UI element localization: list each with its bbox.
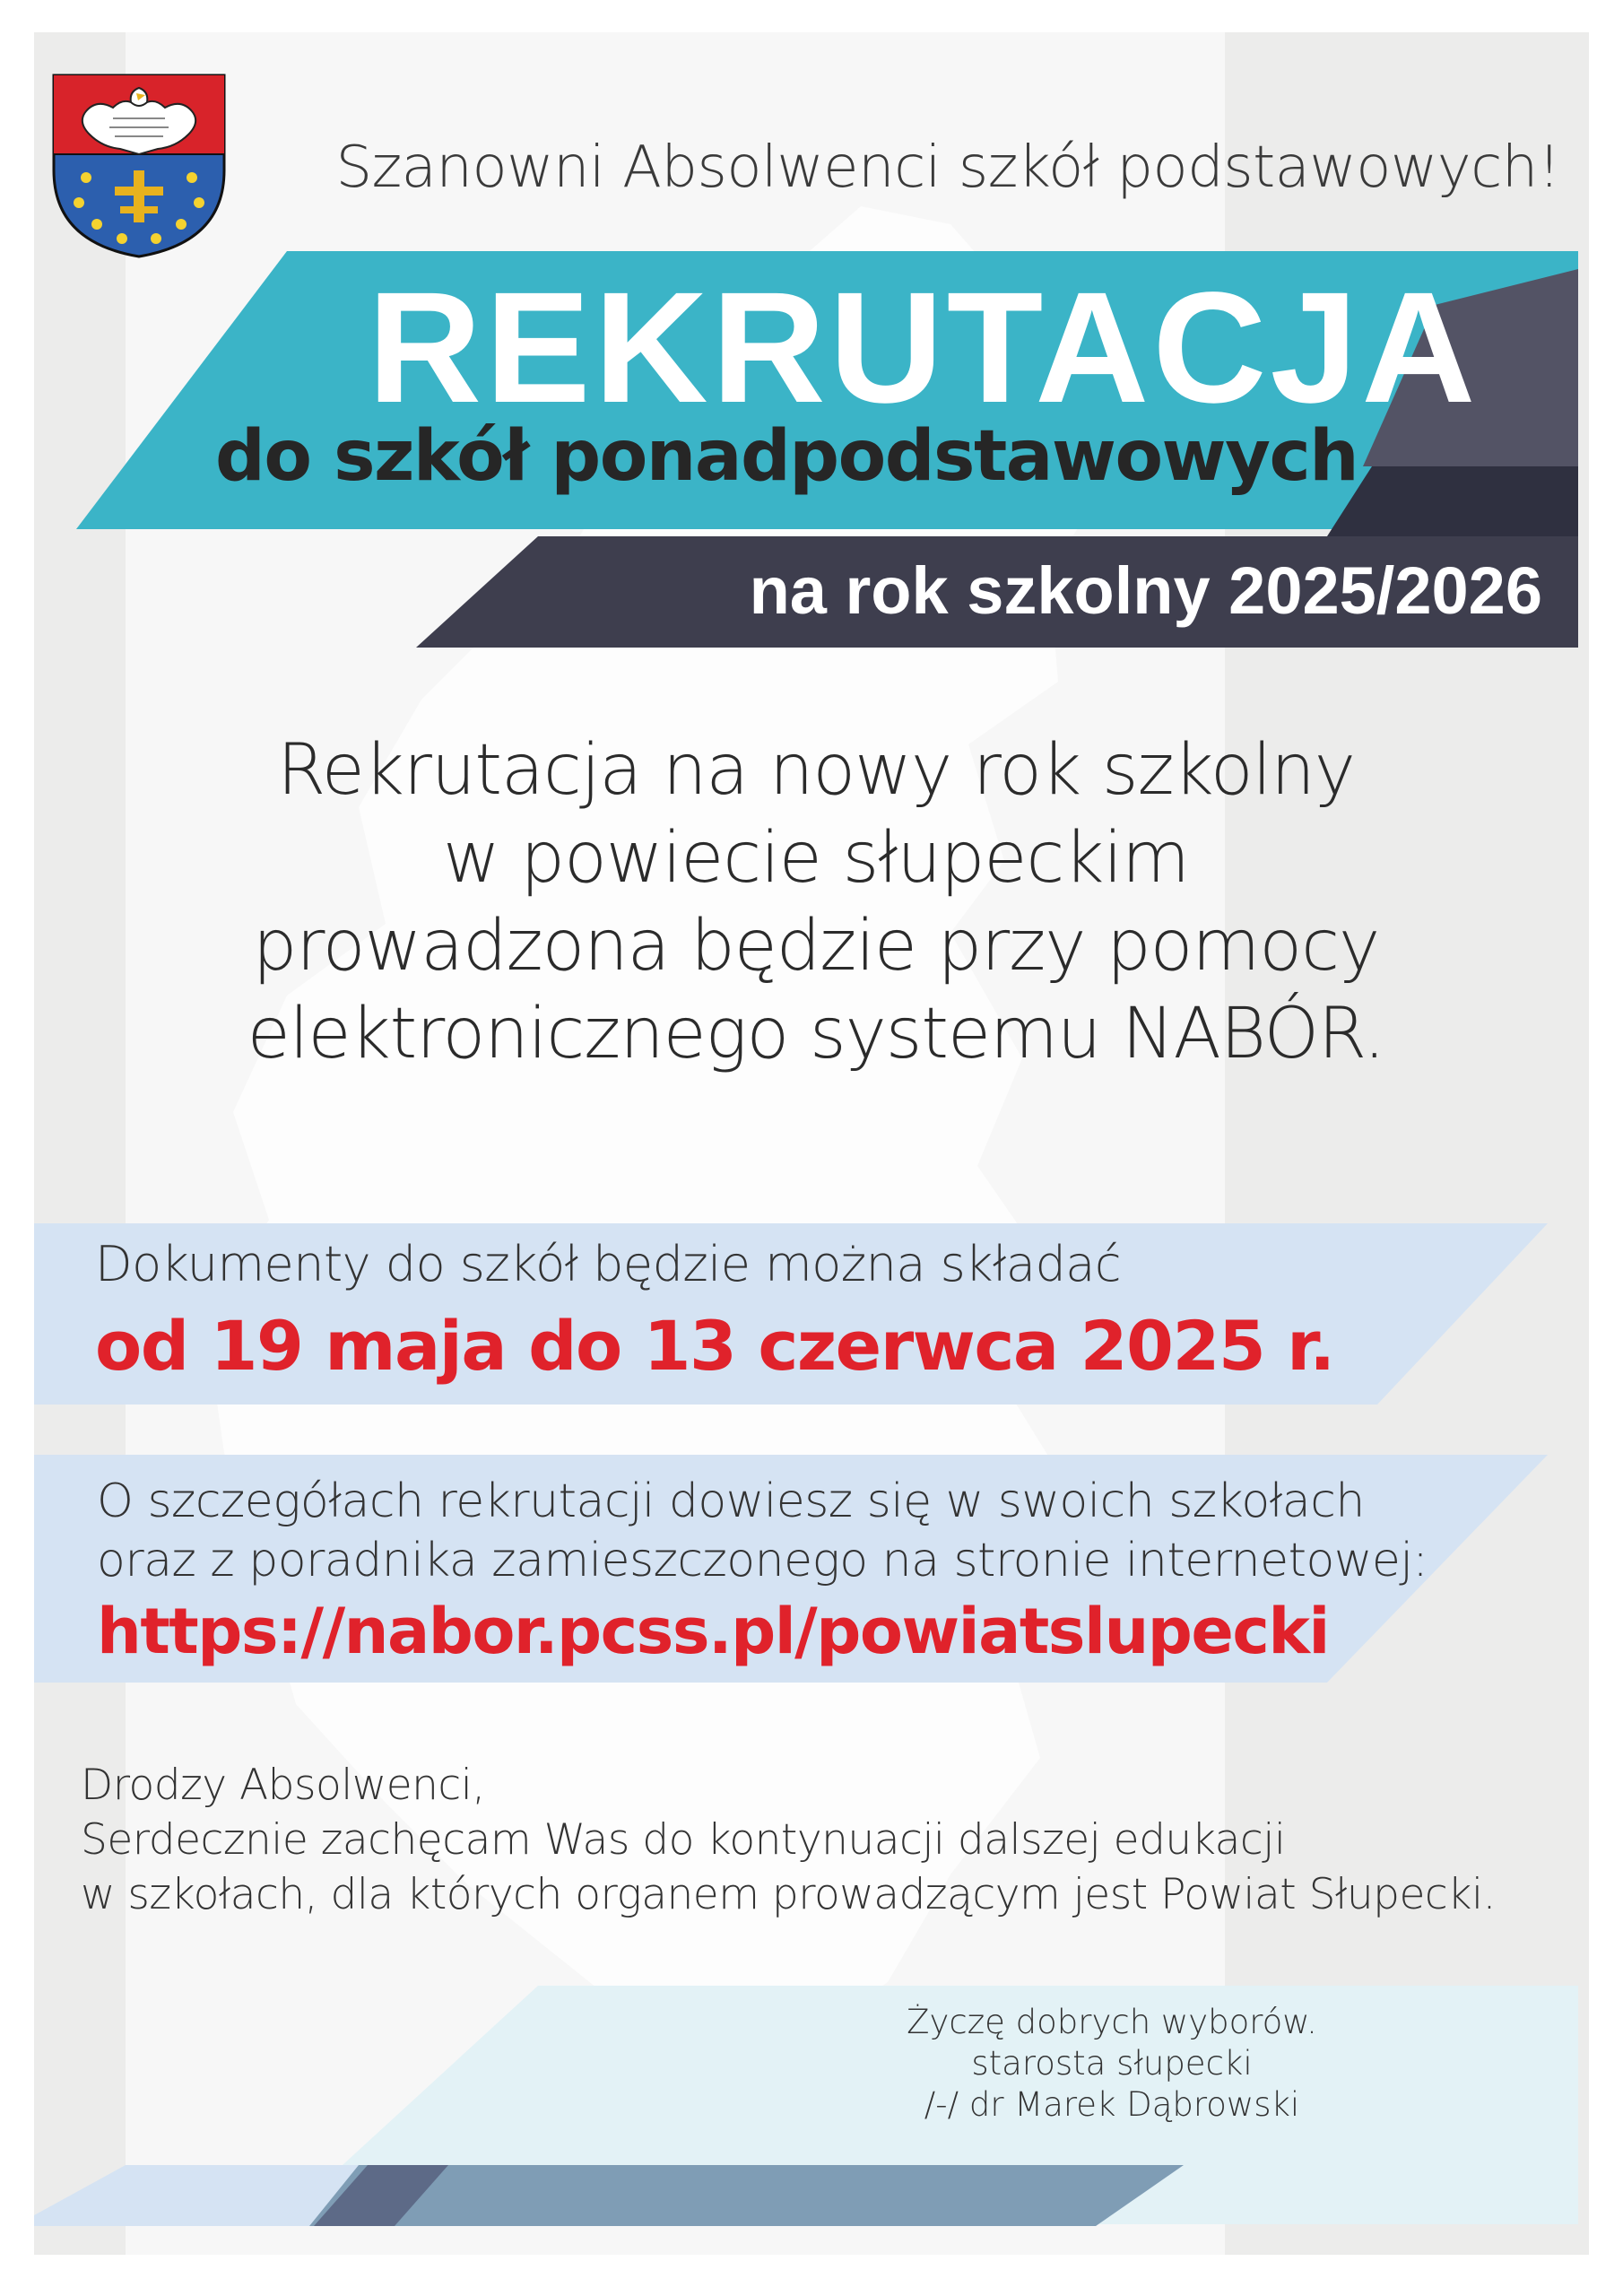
info-line-1: O szczegółach rekrutacji dowiesz się w swoich szkołach (97, 1474, 1365, 1528)
intro-line: elektronicznego systemu NABÓR. (247, 994, 1385, 1074)
signature-line: /-/ dr Marek Dąbrowski (924, 2085, 1300, 2124)
signature-block (807, 2002, 1417, 2126)
signature-line: starosta słupecki (971, 2044, 1253, 2083)
footer-mid-stripe (309, 2165, 1184, 2226)
title-rekrutacja: REKRUTACJA (368, 260, 1480, 436)
letter-line: Drodzy Absolwenci, (81, 1761, 485, 1810)
school-year-label: na rok szkolny 2025/2026 (749, 553, 1542, 628)
documents-label: Dokumenty do szkół będzie można składać (95, 1236, 1122, 1292)
intro-line: prowadzona będzie przy pomocy (252, 906, 1380, 987)
letter-line: Serdecznie zachęcam Was do kontynuacji dalszej edukacji (81, 1815, 1286, 1865)
intro-line: Rekrutacja na nowy rok szkolny (277, 730, 1355, 811)
documents-date-range: od 19 maja do 13 czerwca 2025 r. (95, 1306, 1334, 1386)
letter-line: w szkołach, dla których organem prowadzącym jest Powiat Słupecki. (81, 1870, 1496, 1919)
info-line-2: oraz z poradnika zamieszczonego na stronie internetowej: (97, 1534, 1428, 1587)
greeting-heading: Szanowni Absolwenci szkół podstawowych! (335, 135, 1560, 201)
intro-line: w powiecie słupeckim (442, 818, 1190, 899)
recruitment-url-link[interactable]: https://nabor.pcss.pl/powiatslupecki (97, 1595, 1329, 1668)
title-subtitle: do szkół ponadpodstawowych (215, 416, 1358, 497)
letter-paragraph (81, 1758, 1587, 1922)
signature-line: Życzę dobrych wyborów. (907, 2003, 1317, 2041)
